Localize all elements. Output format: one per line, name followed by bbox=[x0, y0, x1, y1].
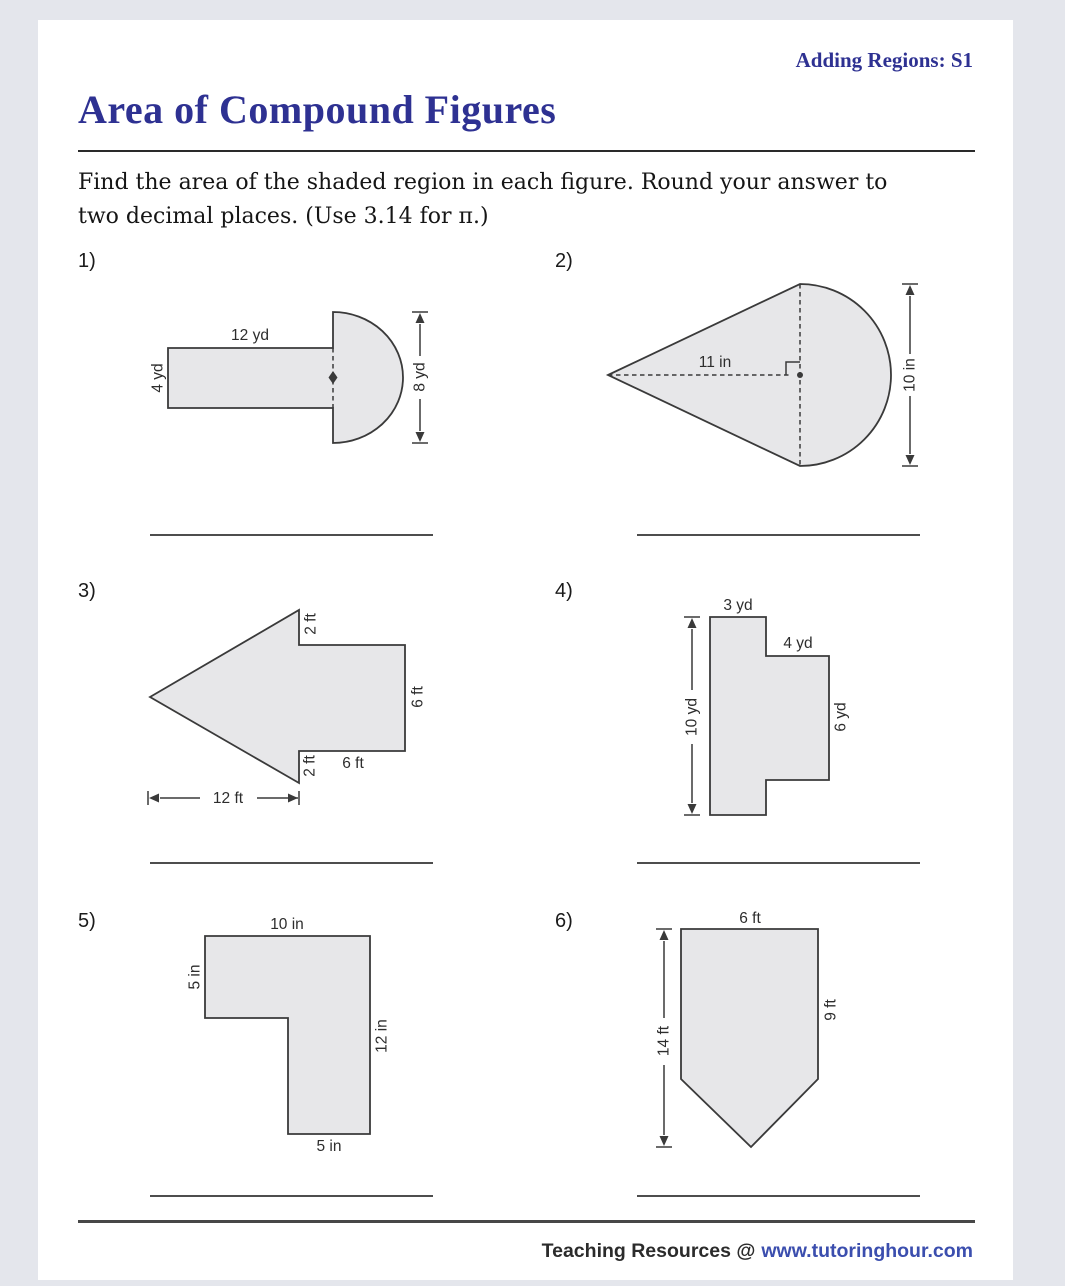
problem-6-number: 6) bbox=[555, 910, 573, 932]
figure-1-dimension-arrow bbox=[412, 312, 429, 443]
answer-line-1 bbox=[150, 534, 433, 536]
figure-3-left-arrow bbox=[130, 590, 430, 830]
figure-4-joined-rectangles bbox=[672, 597, 872, 830]
instructions-line-2: two decimal places. (Use 3.14 for π.) bbox=[78, 204, 489, 229]
figure-3-notch-top-label: 2 ft bbox=[302, 613, 320, 635]
problem-2-number: 2) bbox=[555, 250, 573, 272]
figure-4-dimension-arrow bbox=[684, 617, 701, 815]
answer-line-4 bbox=[637, 862, 920, 864]
figure-4-left-height-label: 10 yd bbox=[683, 698, 701, 736]
figure-3-tail-width-label: 6 ft bbox=[342, 755, 364, 772]
figure-1-top-width-label: 12 yd bbox=[231, 327, 269, 344]
figure-6-top-width-label: 6 ft bbox=[739, 910, 761, 927]
worksheet-page bbox=[38, 20, 1013, 1280]
figure-2-center-dot bbox=[797, 372, 803, 378]
figure-6-shape bbox=[681, 929, 818, 1147]
figure-1-shape bbox=[168, 312, 403, 443]
figure-1-diameter-label: 8 yd bbox=[411, 362, 429, 392]
figure-1-left-height-label: 4 yd bbox=[149, 363, 167, 393]
figure-6-pentagon bbox=[650, 910, 920, 1165]
figure-2-teardrop bbox=[595, 272, 930, 482]
answer-line-5 bbox=[150, 1195, 433, 1197]
figure-5-shape bbox=[205, 936, 370, 1134]
figure-5-l-shape bbox=[185, 916, 415, 1160]
figure-1-rect-semicircle bbox=[148, 300, 448, 475]
instructions-line-1: Find the area of the shaded region in each figure. Round your answer to bbox=[78, 170, 888, 195]
figure-4-right-height-label: 6 yd bbox=[832, 702, 850, 732]
instructions bbox=[78, 166, 983, 234]
figure-5-bottom-width-label: 5 in bbox=[316, 1138, 342, 1155]
figure-5-right-height-label: 12 in bbox=[373, 1019, 391, 1053]
figure-6-dimension-arrow bbox=[656, 929, 673, 1147]
problem-3-number: 3) bbox=[78, 580, 96, 602]
figure-4-top-width-label: 3 yd bbox=[723, 597, 753, 614]
footer bbox=[542, 1240, 973, 1263]
figure-6-right-height-label: 9 ft bbox=[822, 999, 840, 1021]
figure-5-top-width-label: 10 in bbox=[270, 916, 304, 933]
problem-4-number: 4) bbox=[555, 580, 573, 602]
figure-3-dimension-arrow bbox=[148, 790, 299, 807]
problem-1-number: 1) bbox=[78, 250, 96, 272]
figure-2-diameter-label: 10 in bbox=[901, 358, 919, 392]
footer-credit-text: Teaching Resources @ bbox=[541, 1240, 756, 1262]
answer-line-3 bbox=[150, 862, 433, 864]
figure-3-notch-bottom-label: 2 ft bbox=[301, 755, 319, 777]
figure-2-dimension-arrow bbox=[902, 284, 919, 466]
answer-line-6 bbox=[637, 1195, 920, 1197]
figure-6-total-height-label: 14 ft bbox=[655, 1025, 673, 1057]
corner-tag: Adding Regions: S1 bbox=[795, 48, 973, 72]
figure-3-tail-height-label: 6 ft bbox=[409, 686, 427, 708]
figure-3-shape bbox=[150, 610, 405, 783]
figure-5-left-height-label: 5 in bbox=[186, 964, 204, 990]
figure-2-length-label: 11 in bbox=[698, 354, 732, 371]
figure-3-head-width-label: 12 ft bbox=[212, 790, 244, 807]
answer-line-2 bbox=[637, 534, 920, 536]
footer-divider bbox=[78, 1220, 975, 1223]
problem-5-number: 5) bbox=[78, 910, 96, 932]
footer-website-link[interactable]: www.tutoringhour.com bbox=[761, 1240, 973, 1262]
figure-4-right-width-label: 4 yd bbox=[783, 635, 813, 652]
page-title: Area of Compound Figures bbox=[78, 87, 557, 132]
title-divider bbox=[78, 150, 975, 152]
